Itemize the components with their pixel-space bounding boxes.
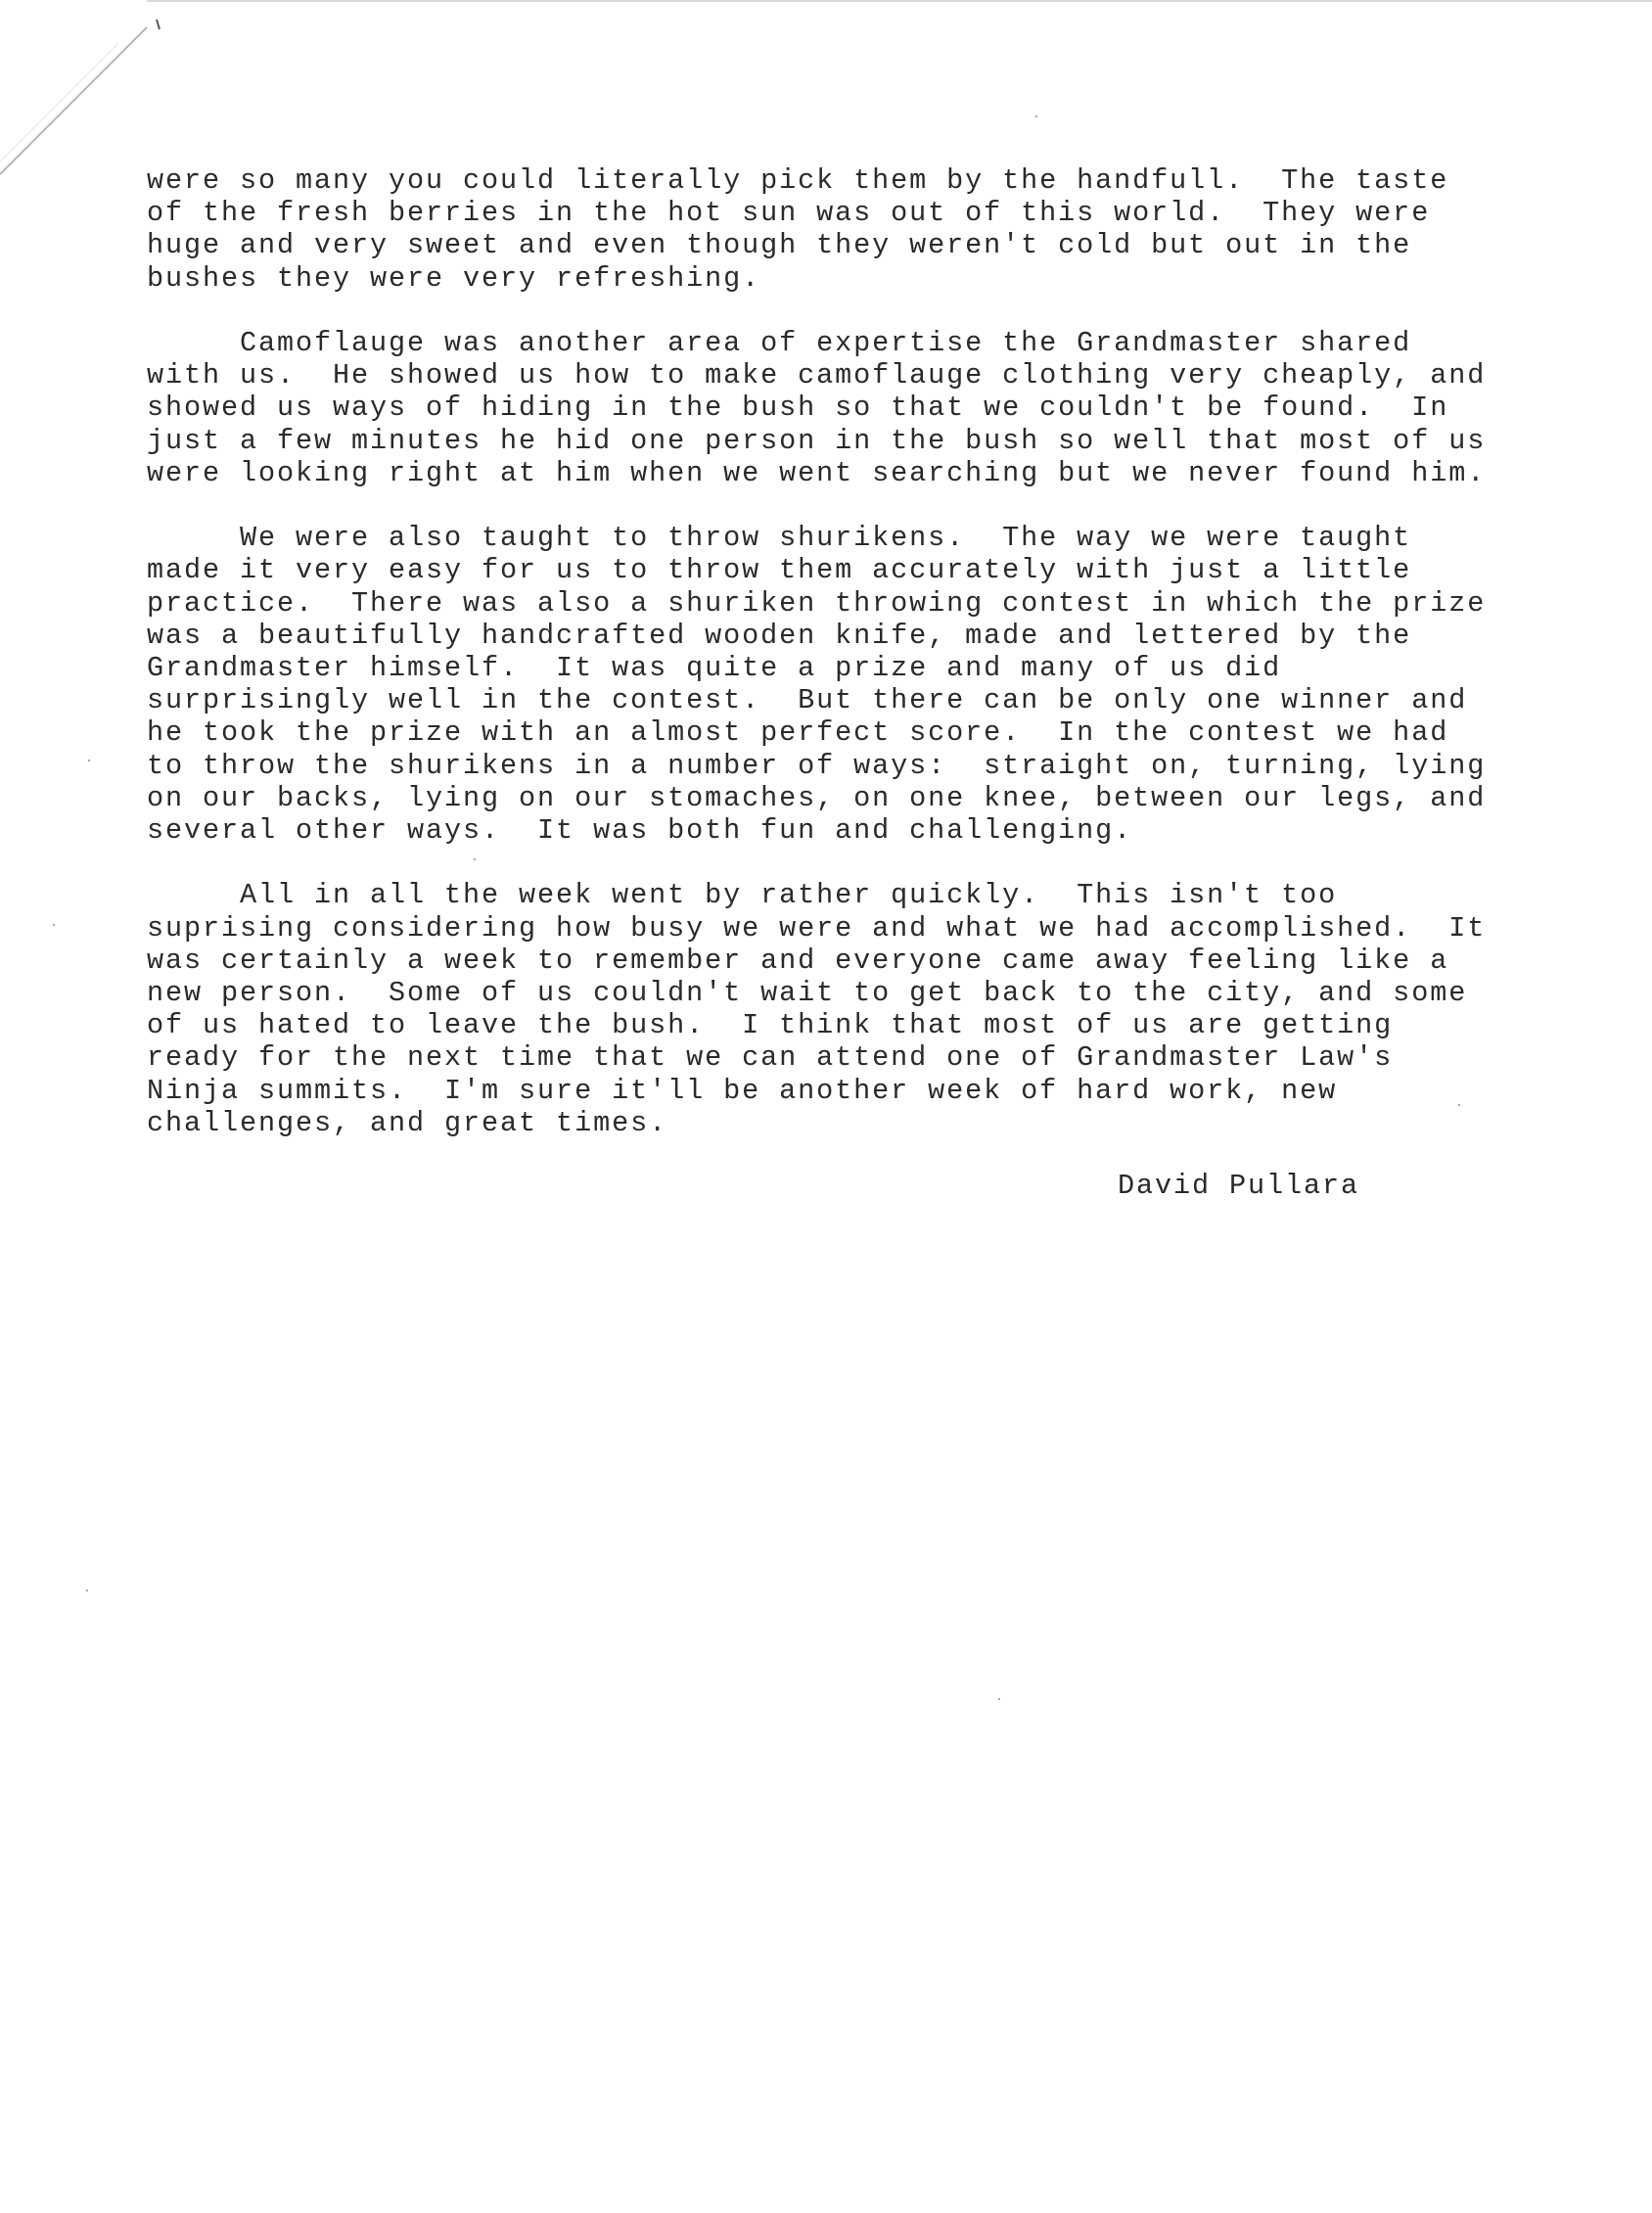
scan-speck [998, 1698, 1000, 1700]
text-line: Ninja summits. I'm sure it'll be another week of hard work, new [147, 1074, 1338, 1107]
text-line: ready for the next time that we can attend one of Grandmaster Law's [147, 1041, 1394, 1075]
text-line: new person. Some of us couldn't wait to get back to the city, and some [147, 977, 1468, 1010]
text-line: to throw the shurikens in a number of ways: straight on, turning, lying [147, 749, 1487, 782]
text-line: suprising considering how busy we were and what we had accomplished. It [147, 911, 1487, 945]
text-line: bushes they were very refreshing. [147, 261, 761, 295]
paragraph-shurikens [147, 522, 1576, 847]
text-line: was a beautifully handcrafted wooden knife, made and lettered by the [147, 619, 1412, 652]
scan-edge [147, 0, 1652, 2]
text-line: with us. He showed us how to make camoflauge clothing very cheaply, and [147, 359, 1487, 392]
paragraph-camouflage [147, 327, 1576, 489]
paragraph-berries [147, 164, 1576, 295]
text-line: challenges, and great times. [147, 1106, 668, 1139]
text-line: Grandmaster himself. It was quite a prize and many of us did [147, 652, 1282, 685]
author-signature: David Pullara [1118, 1170, 1360, 1202]
scan-speck [88, 760, 90, 761]
scan-speck [86, 1590, 88, 1591]
text-line: We were also taught to throw shurikens. The way we were taught [147, 522, 1412, 555]
text-line: on our backs, lying on our stomaches, on one knee, between our legs, and [147, 781, 1487, 814]
paragraph-conclusion [147, 879, 1576, 1139]
letter-body [147, 164, 1576, 1172]
text-line: made it very easy for us to throw them accurately with just a little [147, 554, 1412, 587]
scan-speck [1035, 115, 1037, 117]
text-line: were looking right at him when we went searching but we never found him. [147, 456, 1487, 489]
text-line: All in all the week went by rather quickly. This isn't too [147, 879, 1338, 912]
text-line: several other ways. It was both fun and challenging. [147, 814, 1133, 848]
folded-corner-mark [0, 0, 186, 186]
scan-speck [53, 924, 55, 926]
text-line: Camoflauge was another area of expertise the Grandmaster shared [147, 327, 1412, 359]
text-line: just a few minutes he hid one person in the bush so well that most of us [147, 424, 1487, 457]
text-line: huge and very sweet and even though they weren't cold but out in the [147, 229, 1412, 262]
text-line: he took the prize with an almost perfect score. In the contest we had [147, 716, 1449, 750]
text-line: showed us ways of hiding in the bush so that we couldn't be found. In [147, 392, 1449, 425]
text-line: of the fresh berries in the hot sun was out of this world. They were [147, 197, 1431, 230]
text-line: practice. There was also a shuriken throwing contest in which the prize [147, 586, 1487, 620]
text-line: was certainly a week to remember and everyone came away feeling like a [147, 944, 1449, 977]
text-line: of us hated to leave the bush. I think that most of us are getting [147, 1009, 1394, 1042]
text-line: were so many you could literally pick them by the handfull. The taste [147, 164, 1449, 197]
text-line: surprisingly well in the contest. But there can be only one winner and [147, 684, 1468, 717]
